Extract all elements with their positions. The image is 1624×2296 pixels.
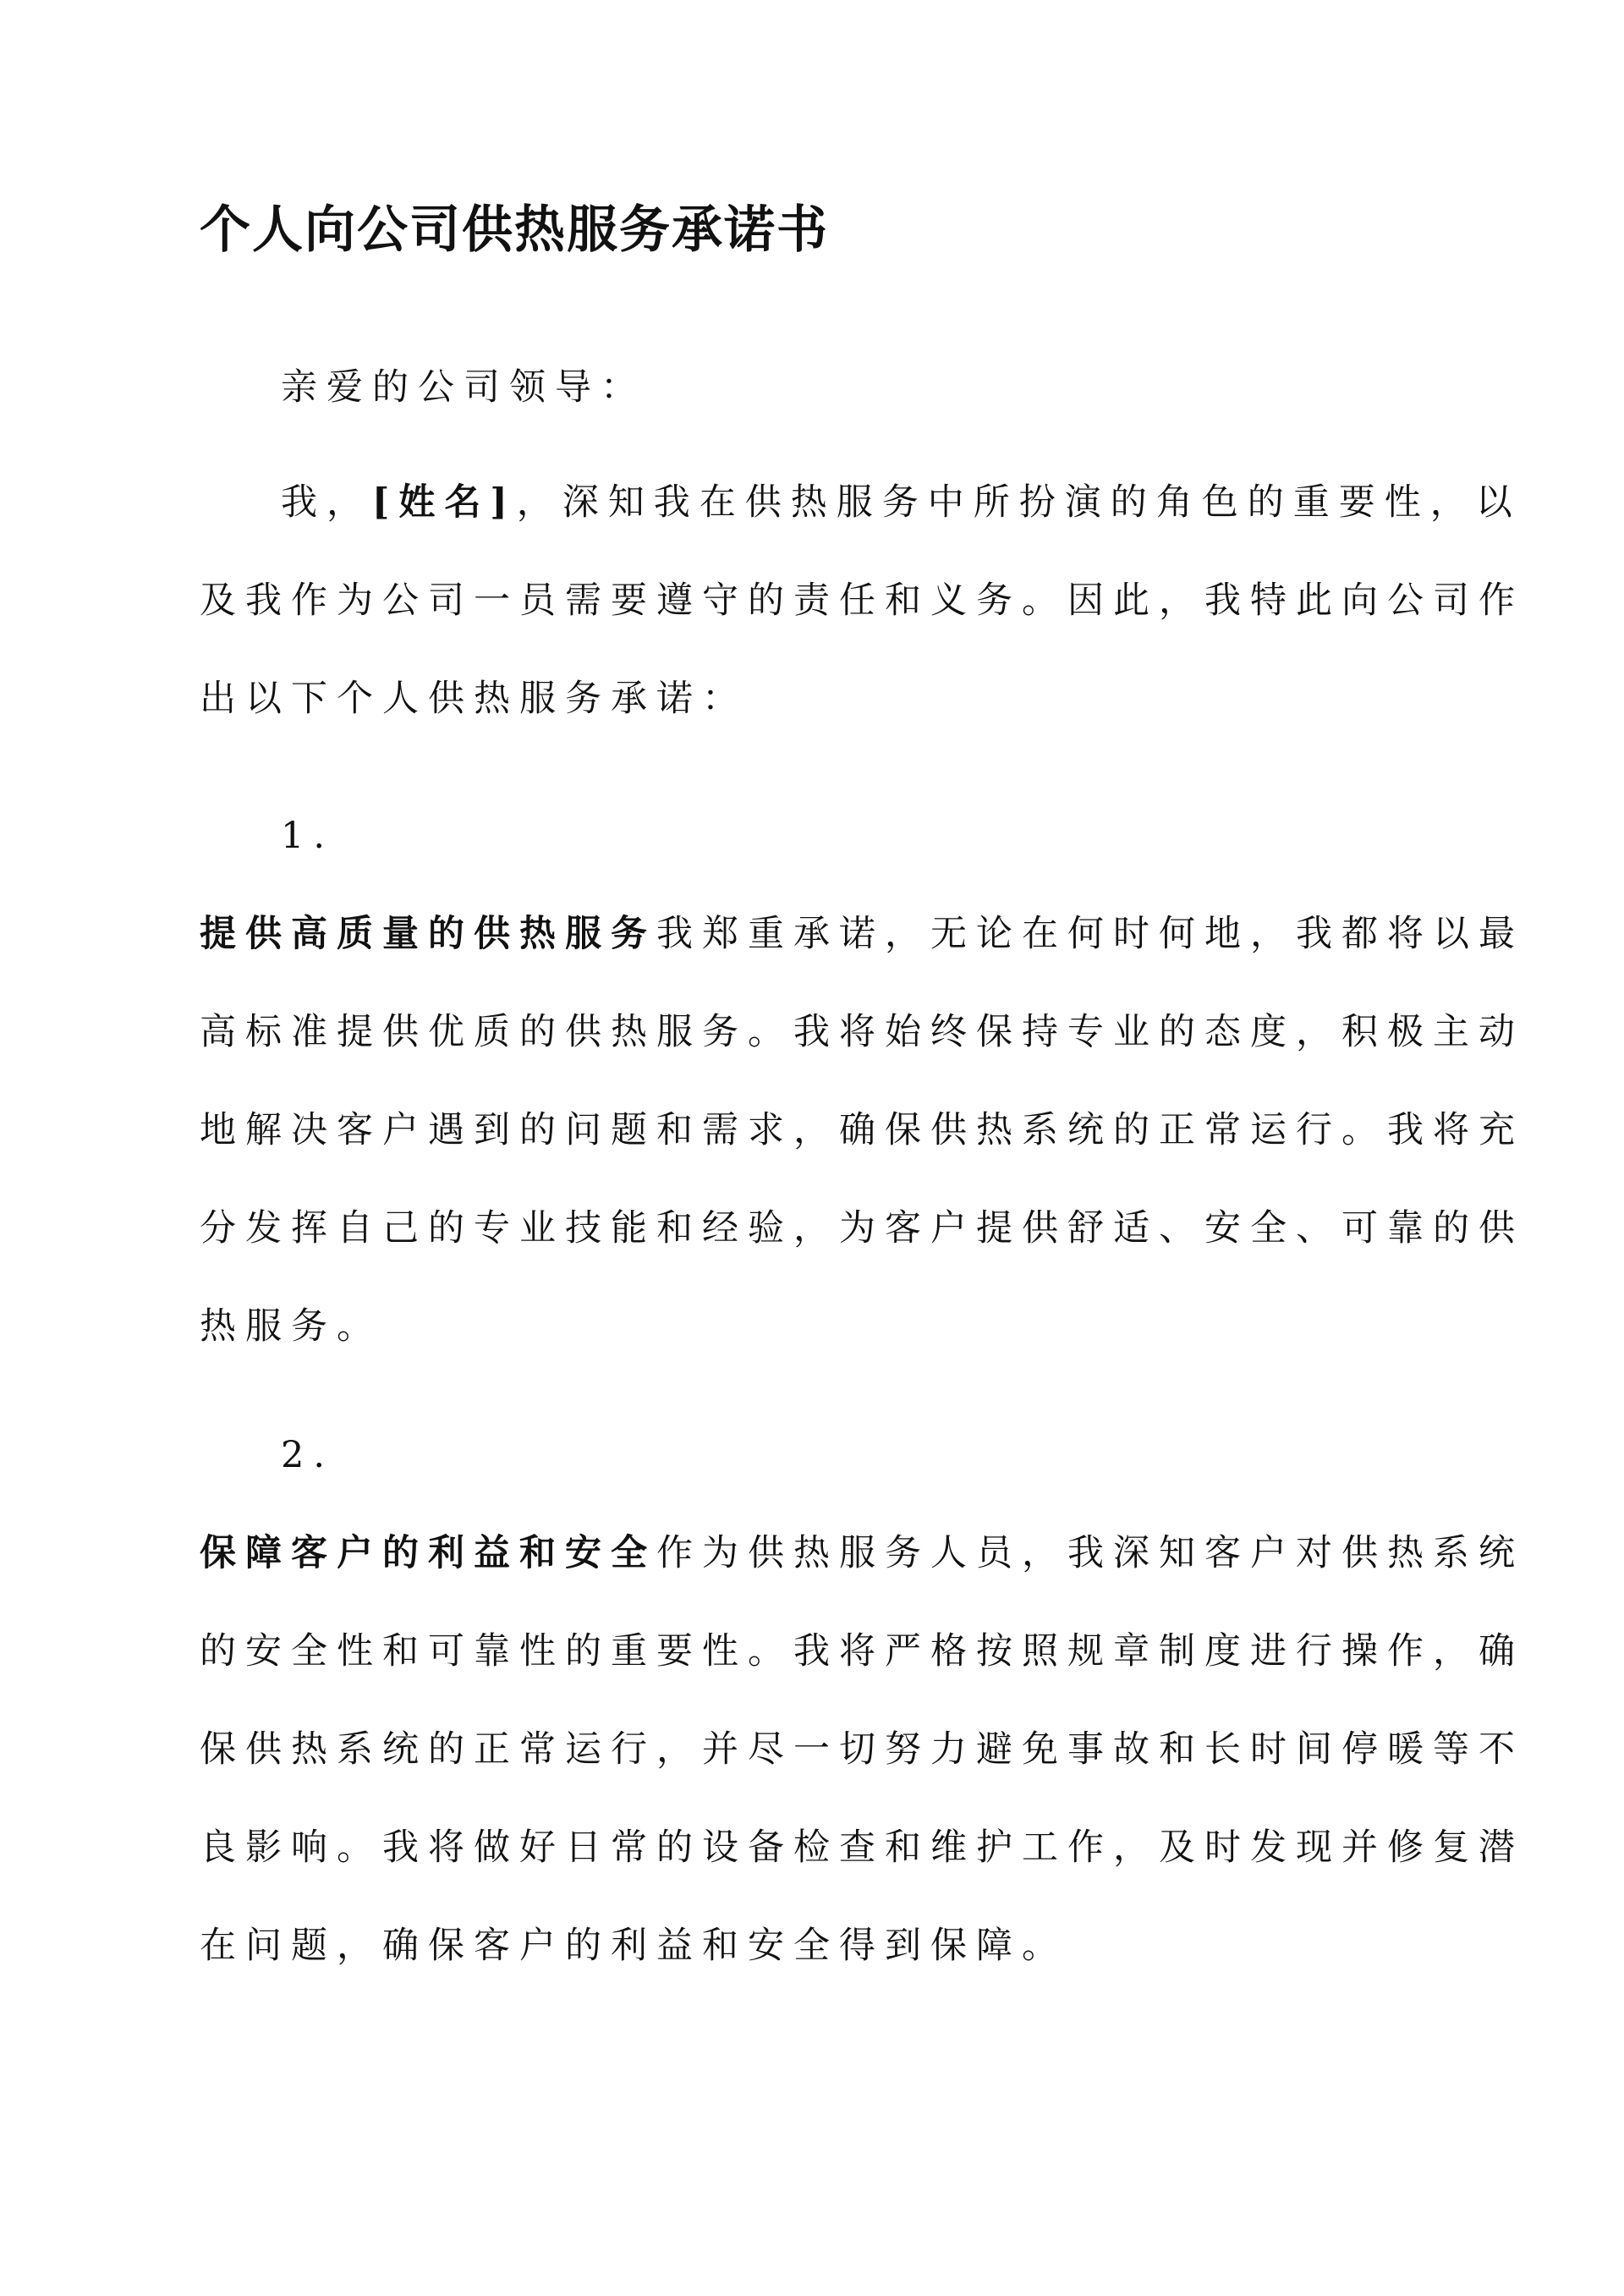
item-1-line-4: 分发挥自己的专业技能和经验，为客户提供舒适、安全、可靠的供: [200, 1207, 1524, 1250]
item-2-line-2: 的安全性和可靠性的重要性。我将严格按照规章制度进行操作，确: [200, 1630, 1524, 1673]
item-2-line-4: 良影响。我将做好日常的设备检查和维护工作，及时发现并修复潜: [200, 1826, 1524, 1869]
item-2-line-1-rest: 作为供热服务人员，我深知客户对供热系统: [656, 1532, 1524, 1574]
intro-line-1: [200, 453, 1522, 552]
item-2-paragraph: [200, 1504, 1524, 1995]
item-1-line-1-rest: 我郑重承诺，无论在何时何地，我都将以最: [656, 913, 1524, 955]
intro-line-1-pre: 我，: [281, 481, 372, 524]
item-1-line-5: 热服务。: [200, 1305, 382, 1348]
item-2-line-1: [200, 1504, 1524, 1602]
item-1-line-1: [200, 885, 1524, 983]
item-1-line-3: 地解决客户遇到的问题和需求，确保供热系统的正常运行。我将充: [200, 1109, 1524, 1151]
intro-line-3: 出以下个人供热服务承诺：: [200, 678, 748, 720]
item-1-heading: 提供高质量的供热服务: [200, 913, 656, 955]
item-1-number: 1.: [281, 815, 335, 857]
item-2-line-5: 在问题，确保客户的利益和安全得到保障。: [200, 1925, 1067, 1967]
salutation: 亲爱的公司领导：: [281, 366, 646, 409]
item-2-line-3: 保供热系统的正常运行，并尽一切努力避免事故和长时间停暖等不: [200, 1728, 1524, 1771]
item-1-paragraph: [200, 885, 1524, 1376]
intro-line-1-post: ，深知我在供热服务中所扮演的角色的重要性，以: [516, 481, 1522, 524]
item-2-heading: 保障客户的利益和安全: [200, 1532, 656, 1574]
item-2-number: 2.: [281, 1434, 335, 1476]
intro-line-2: 及我作为公司一员需要遵守的责任和义务。因此，我特此向公司作: [200, 579, 1524, 622]
intro-paragraph: [200, 453, 1524, 748]
name-placeholder: [姓名]: [372, 481, 517, 524]
item-1-line-2: 高标准提供优质的供热服务。我将始终保持专业的态度，积极主动: [200, 1011, 1524, 1053]
document-title: 个人向公司供热服务承诺书: [200, 200, 829, 260]
